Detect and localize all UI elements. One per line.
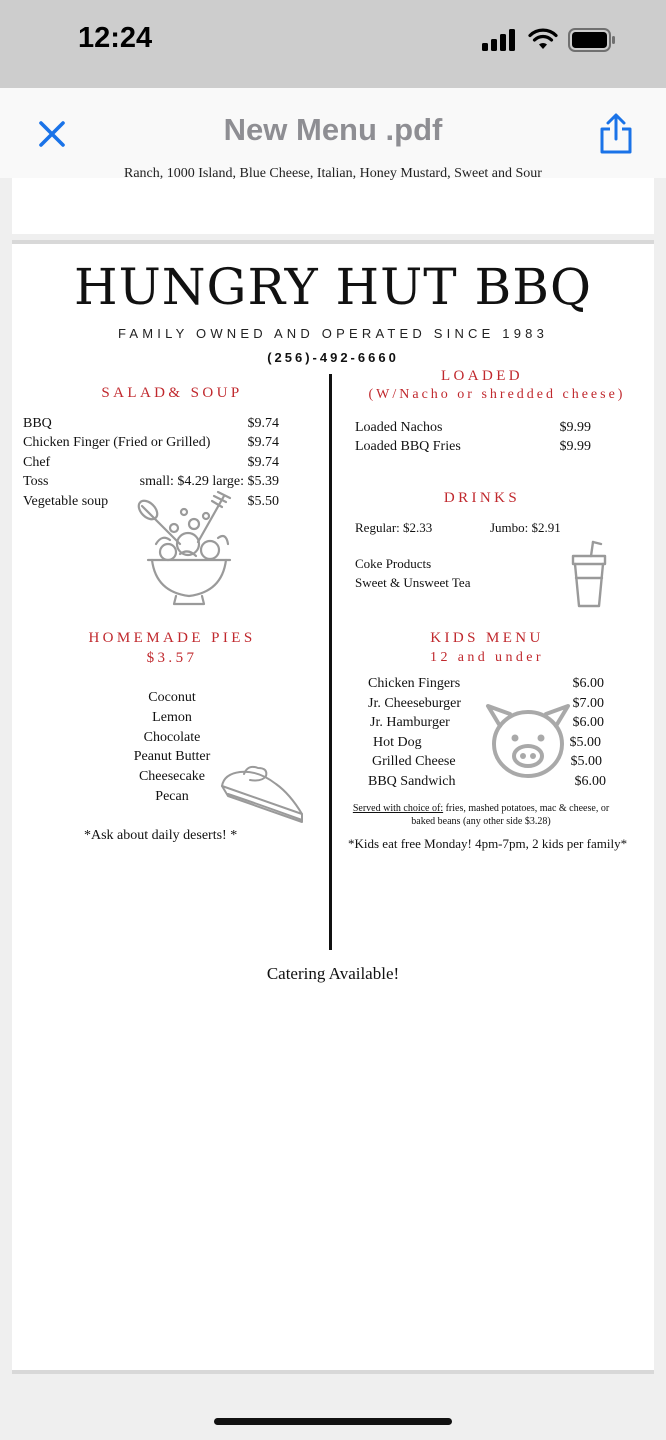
pie-item: Lemon (152, 710, 192, 725)
wifi-icon (528, 29, 558, 51)
item-price: $9.74 (247, 416, 279, 431)
menu-item (368, 676, 604, 695)
pies-price: $3.57 (146, 650, 198, 666)
item-name: Chicken Fingers (368, 676, 461, 691)
menu-item (23, 416, 279, 435)
item-name: Vegetable soup (23, 494, 109, 509)
item-price: $9.99 (559, 439, 591, 454)
item-price: $6.00 (572, 715, 604, 730)
pies-heading: HOMEMADE PIES (88, 630, 256, 646)
cellular-signal-icon (482, 29, 518, 51)
kids-heading: KIDS MENU (430, 630, 544, 646)
share-icon (599, 113, 633, 155)
item-name: Toss (23, 474, 49, 489)
item-name: BBQ Sandwich (368, 774, 456, 789)
item-price: $7.00 (572, 696, 604, 711)
salad-soup-heading: SALAD& SOUP (101, 385, 243, 401)
item-name: Loaded BBQ Fries (355, 439, 461, 454)
battery-icon (568, 28, 616, 52)
item-price: small: $4.29 large: $5.39 (139, 474, 279, 489)
menu-page (12, 240, 654, 1374)
kids-sides-label: Served with choice of: (352, 803, 444, 814)
menu-phone: (256)-492-6660 (267, 350, 399, 365)
previous-page (12, 166, 654, 234)
kids-sides-text: fries, mashed potatoes, mac & cheese, or baked beans (any other side $3.28) (411, 803, 610, 827)
loaded-heading: LOADED (440, 368, 524, 384)
kids-sides-note (350, 802, 612, 828)
drink-jumbo-price: Jumbo: $2.91 (490, 520, 561, 535)
pie-item: Pecan (155, 789, 189, 804)
item-name: Chef (23, 455, 51, 470)
column-divider (329, 374, 332, 950)
nav-bar (0, 88, 666, 178)
drink-cup-icon (567, 540, 611, 610)
status-bar (0, 0, 666, 88)
item-name: Grilled Cheese (372, 754, 456, 769)
menu-item (355, 439, 591, 458)
pie-item: Cheesecake (138, 769, 206, 784)
item-price: $5.50 (247, 494, 279, 509)
item-name: Chicken Finger (Fried or Grilled) (23, 435, 211, 450)
item-price: $6.00 (574, 774, 606, 789)
pie-item: Coconut (148, 690, 196, 705)
kids-subheading: 12 and under (430, 650, 544, 665)
item-name: Hot Dog (373, 735, 422, 750)
catering-note: Catering Available! (266, 964, 400, 983)
pdf-viewer-sheet (0, 88, 666, 1440)
kids-free-note: *Kids eat free Monday! 4pm-7pm, 2 kids per family* (348, 836, 628, 851)
status-time: 12:24 (78, 22, 153, 54)
menu-item (23, 455, 279, 474)
drink-line: Coke Products (355, 556, 432, 571)
menu-item (355, 420, 591, 439)
pie-item: Chocolate (143, 730, 201, 745)
pies-note: *Ask about daily deserts! * (84, 828, 238, 843)
share-button[interactable] (596, 110, 636, 158)
pig-icon (484, 702, 572, 782)
home-indicator[interactable] (214, 1418, 452, 1425)
item-name: Jr. Hamburger (370, 715, 450, 730)
item-price: $5.00 (570, 754, 602, 769)
drink-line: Sweet & Unsweet Tea (355, 575, 471, 590)
drinks-heading: DRINKS (443, 490, 521, 506)
item-price: $9.74 (247, 435, 279, 450)
salad-bowl-icon (134, 488, 244, 608)
item-name: Jr. Cheeseburger (368, 696, 462, 711)
item-name: BBQ (23, 416, 52, 431)
drink-regular-price: Regular: $2.33 (355, 520, 433, 535)
status-icons (482, 26, 616, 54)
item-price: $6.00 (572, 676, 604, 691)
item-price: $9.99 (559, 420, 591, 435)
menu-subtitle: FAMILY OWNED AND OPERATED SINCE 1983 (117, 326, 549, 341)
menu-item (23, 435, 279, 454)
document-title: New Menu .pdf (223, 112, 443, 147)
pie-slice-icon (218, 764, 308, 824)
menu-title: HUNGRY HUT BBQ (74, 258, 592, 316)
document-scroll-area[interactable] (0, 166, 666, 1440)
pie-item: Peanut Butter (133, 749, 211, 764)
item-price: $5.00 (569, 735, 601, 750)
loaded-subheading: (W/Nacho or shredded cheese) (368, 387, 626, 402)
item-price: $9.74 (247, 455, 279, 470)
previous-page-cutoff-text: Ranch, 1000 Island, Blue Cheese, Italian, Honey Mustard, Sweet and Sour (124, 166, 542, 181)
item-name: Loaded Nachos (355, 420, 443, 435)
